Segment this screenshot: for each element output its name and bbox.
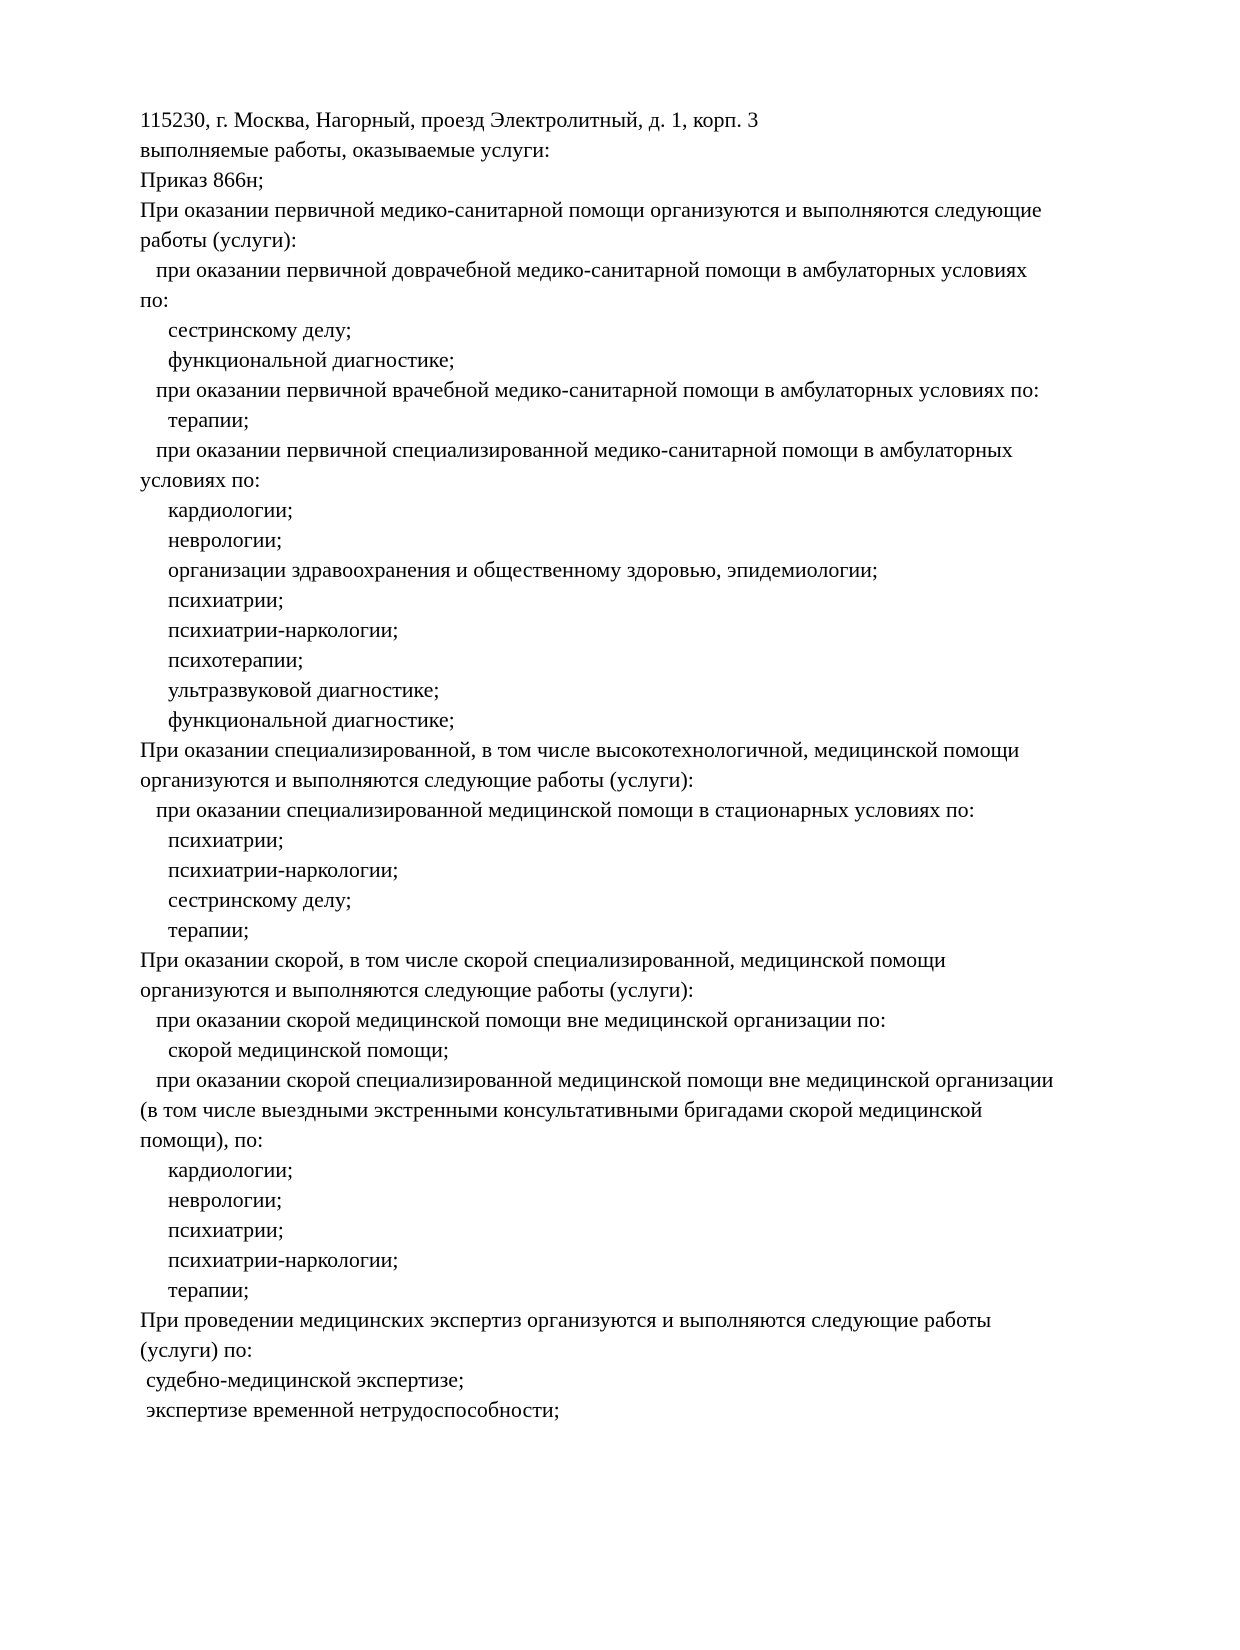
document-line: при оказании первичной специализированной медико-санитарной помощи в амбулаторных: [156, 437, 1013, 462]
document-line: при оказании специализированной медицинской помощи в стационарных условиях по:: [156, 797, 975, 822]
document-line: терапии;: [168, 917, 250, 942]
document-line: психиатрии-наркологии;: [168, 617, 399, 642]
document-line: При проведении медицинских экспертиз организуются и выполняются следующие работы: [140, 1307, 992, 1332]
document-line: (в том числе выездными экстренными консультативными бригадами скорой медицинской: [140, 1097, 983, 1122]
document-line: функциональной диагностике;: [168, 707, 455, 732]
document-line: при оказании первичной врачебной медико-санитарной помощи в амбулаторных условиях по:: [156, 377, 1040, 402]
document-line: неврологии;: [168, 527, 283, 552]
document-line: (услуги) по:: [140, 1337, 253, 1362]
document-line: психиатрии-наркологии;: [168, 1247, 399, 1272]
document-line: При оказании специализированной, в том числе высокотехнологичной, медицинской помощи: [140, 737, 1020, 762]
document-line: сестринскому делу;: [168, 317, 352, 342]
document-line: скорой медицинской помощи;: [168, 1037, 450, 1062]
document-line: работы (услуги):: [140, 227, 297, 252]
document-line: по:: [140, 287, 169, 312]
document-line: психиатрии;: [168, 587, 284, 612]
document-line: При оказании первичной медико-санитарной помощи организуются и выполняются следующие: [140, 197, 1042, 222]
document-line: 115230, г. Москва, Нагорный, проезд Электролитный, д. 1, корп. 3: [140, 107, 759, 132]
document-line: кардиологии;: [168, 1157, 294, 1182]
document-line: при оказании первичной доврачебной медико-санитарной помощи в амбулаторных условиях: [156, 257, 1028, 282]
document-line: психотерапии;: [168, 647, 304, 672]
document-line: терапии;: [168, 1277, 250, 1302]
document-line: психиатрии;: [168, 1217, 284, 1242]
document-line: ультразвуковой диагностике;: [168, 677, 440, 702]
document-line: при оказании скорой специализированной медицинской помощи вне медицинской организации: [156, 1067, 1054, 1092]
document-text-block: [140, 105, 1120, 1425]
document-line: помощи), по:: [140, 1127, 264, 1152]
document-line: кардиологии;: [168, 497, 294, 522]
document-line: При оказании скорой, в том числе скорой специализированной, медицинской помощи: [140, 947, 946, 972]
document-line: организуются и выполняются следующие работы (услуги):: [140, 977, 694, 1002]
document-line: неврологии;: [168, 1187, 283, 1212]
document-line: Приказ 866н;: [140, 167, 264, 192]
document-line: организации здравоохранения и общественному здоровью, эпидемиологии;: [168, 557, 879, 582]
document-line: психиатрии;: [168, 827, 284, 852]
document-line: функциональной диагностике;: [168, 347, 455, 372]
document-line: организуются и выполняются следующие работы (услуги):: [140, 767, 694, 792]
document-line: экспертизе временной нетрудоспособности;: [146, 1397, 560, 1422]
document-line: сестринскому делу;: [168, 887, 352, 912]
document-line: условиях по:: [140, 467, 261, 492]
document-line: при оказании скорой медицинской помощи вне медицинской организации по:: [156, 1007, 887, 1032]
document-line: терапии;: [168, 407, 250, 432]
document-line: психиатрии-наркологии;: [168, 857, 399, 882]
document-line: выполняемые работы, оказываемые услуги:: [140, 137, 551, 162]
document-line: судебно-медицинской экспертизе;: [146, 1367, 465, 1392]
